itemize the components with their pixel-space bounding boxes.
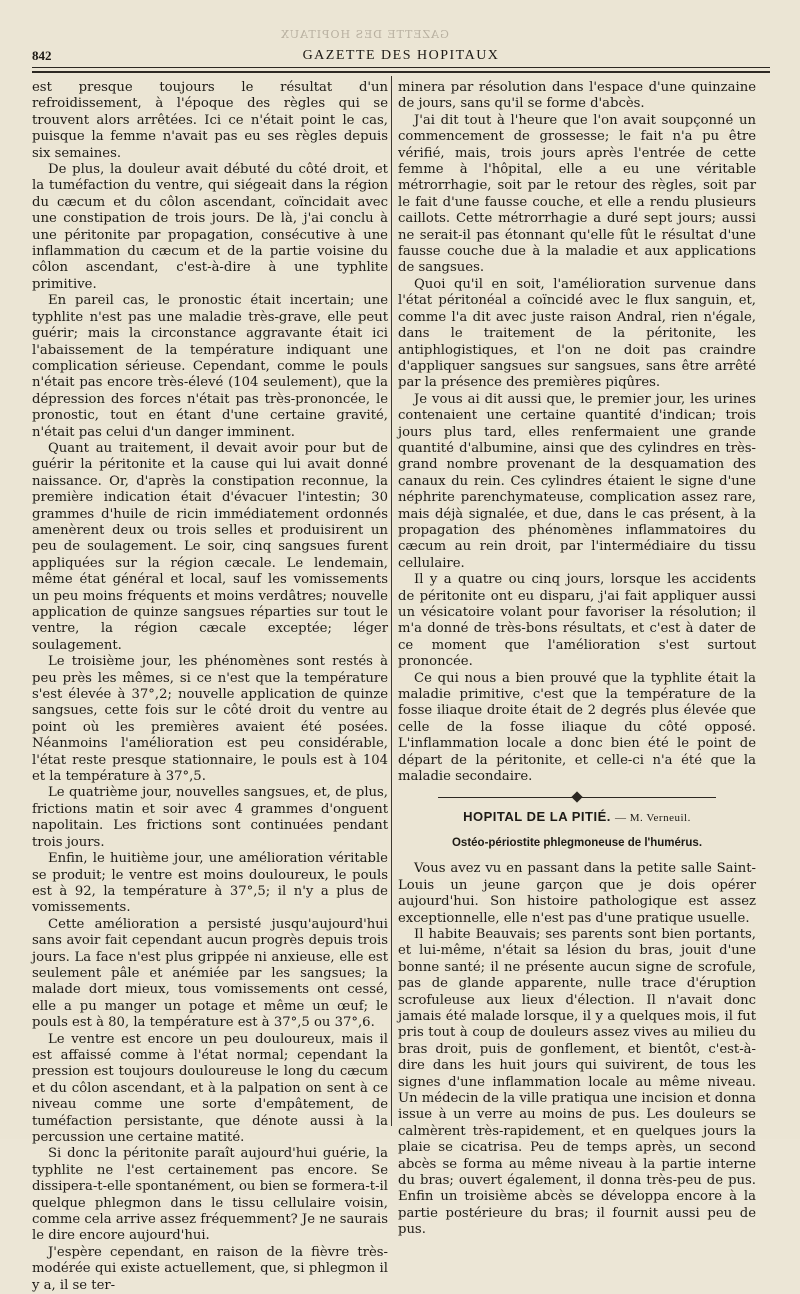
column-divider — [391, 76, 392, 1126]
paragraph: minera par résolution dans l'espace d'une quinzaine de jours, sans qu'il se forme d'abcès. — [398, 80, 756, 112]
paragraph: En pareil cas, le pronostic était incertain; une typhlite n'est pas une maladie très-grave, elle peut guérir; mais la circonstance aggravante était ici l'abaissement de la température indiquant une complication sérieuse. Cependant, comme le pouls n'était pas encore très-élevé (104 seulement), que la dépression des forces n'était pas très-prononcée, le pronostic, tout en étant d'une certaine gravité, n'était pas celui d'un danger imminent. — [32, 293, 388, 440]
paragraph: Enfin, le huitième jour, une amélioration véritable se produit; le ventre est moins douloureux, le pouls est à 92, la température à 37°,5; il n'y a plus de vomissements. — [32, 851, 388, 916]
paragraph: Il y a quatre ou cinq jours, lorsque les accidents de péritonite ont eu disparu, j'ai fait appliquer aussi un vésicatoire volant pour favoriser la résolution; il m'a donné de très-bons résultats, et c'est à dater de ce moment que l'amélioration s'est surtout prononcée. — [398, 572, 756, 670]
paragraph: Quant au traitement, il devait avoir pour but de guérir la péritonite et la cause qui lui avait donné naissance. Or, d'après la constipation reconnue, la première indication était d'évacuer l'intestin; 30 grammes d'huile de ricin immédiatement ordonnés amenèrent deux ou trois selles et produisirent un peu de soulagement. Le soir, cinq sangsues furent appliquées sur la région cæcale. Le lendemain, même état général et local, sauf les vomissements un peu moins fréquents et moins verdâtres; nouvelle application de quinze sangsues réparties sur tout le ventre, la région cæcale exceptée; léger soulagement. — [32, 440, 388, 653]
paragraph: Je vous ai dit aussi que, le premier jour, les urines contenaient une certaine quantité d'indican; trois jours plus tard, elles renfermaient une grande quantité d'albumine, ainsi que des cylindres en très-grand nombre provenant de la desquamation des canaux du rein. Ces cylindres étaient le signe d'une néphrite parenchymateuse, complication assez rare, mais déjà signalée, et due, dans le cas présent, à la propagation des phénomènes inflammatoires du cæcum au rein droit, par l'intermédiaire du tissu cellulaire. — [398, 391, 756, 571]
paragraph: J'ai dit tout à l'heure que l'on avait soupçonné un commencement de grossesse; le fait n'a pu être vérifié, mais, trois jours après l'entrée de cette femme à l'hôpital, elle a eu une véritable métrorrhagie, soit par le retour des règles, soit par le fait d'une fausse couche, et elle a rendu plusieurs caillots. Cette métrorrhagie a duré sept jours; aussi ne serait-il pas étonnant qu'elle fût le résultat d'une fausse couche due à la maladie et aux applications de sangsues. — [398, 112, 756, 276]
journal-title: GAZETTE DES HOPITAUX — [302, 48, 500, 63]
separator-ornament-icon — [571, 792, 582, 803]
paragraph: Vous avez vu en passant dans la petite salle Saint-Louis un jeune garçon que je dois opérer aujourd'hui. Son histoire pathologique est assez exceptionnelle, elle n'est pas d'une pratique usuelle. — [398, 861, 756, 926]
paragraph: De plus, la douleur avait débuté du côté droit, et la tuméfaction du ventre, qui siégeait dans la région du cæcum et du côlon ascendant, coïncidait avec une constipation de trois jours. De là, j'ai conclu à une péritonite par propagation, consécutive à une inflammation du cæcum et de la partie voisine du côlon ascendant, c'est-à-dire à une typhlite primitive. — [32, 162, 388, 292]
paragraph: J'espère cependant, en raison de la fièvre très-modérée qui existe actuellement, que, si phlegmon il y a, il se ter- — [32, 1244, 388, 1293]
paragraph: Ce qui nous a bien prouvé que la typhlite était la maladie primitive, c'est que la température de la fosse iliaque droite était de 2 degrés plus élevée que celle de la fosse iliaque du côté opposé. L'inflammation locale a donc bien été le point de départ de la péritonite, et celle-ci n'a été que la maladie secondaire. — [398, 670, 756, 785]
paragraph: Cette amélioration a persisté jusqu'aujourd'hui sans avoir fait cependant aucun progrès depuis trois jours. La face n'est plus grippée ni anxieuse, elle est seulement pâle et anémiée par les sangsues; la malade dort mieux, tous vomissements ont cessé, elle a pu manger un potage et même un œuf; le pouls est à 80, la température est à 37°,5 ou 37°,6. — [32, 916, 388, 1031]
paragraph: Si donc la péritonite paraît aujourd'hui guérie, la typhlite ne l'est certainement pas encore. Se dissipera-t-elle spontanément, ou bien se formera-t-il quelque phlegmon dans le tissu cellulaire voisin, comme cela arrive assez fréquemment? Je ne saurais le dire encore aujourd'hui. — [32, 1146, 388, 1244]
section-separator — [398, 791, 756, 805]
paragraph: Il habite Beauvais; ses parents sont bien portants, et lui-même, n'était sa lésion du bras, jouit d'une bonne santé; il ne présente aucun signe de scrofule, pas de glande apparente, nulle trace d'éruption scrofuleuse aux lieux d'élection. Il n'avait donc jamais été malade lorsque, il y a quelques mois, il fut pris tout à coup de douleurs assez vives au milieu du bras droit, puis de gonflement, et bientôt, c'est-à-dire dans les huit jours qui suivirent, de tous les signes d'une inflammation locale au même niveau. Un médecin de la ville pratiqua une incision et donna issue à un verre au moins de pus. Les douleurs se calmèrent très-rapidement, et en quelques jours la plaie se cicatrisa. Peu de temps après, un second abcès se forma au même niveau à la partie interne du bras; ouvert également, il donna très-peu de pus. Enfin un troisième abcès se développa encore à la partie postérieure du bras; il fournit aussi peu de pus. — [398, 926, 757, 1238]
paragraph: Le troisième jour, les phénomènes sont restés à peu près les mêmes, si ce n'est que la température s'est élevée à 37°,2; nouvelle application de quinze sangsues, cette fois sur le côté droit du ventre au point où les premières avaient été posées. Néanmoins l'amélioration est peu considérable, l'état reste presque stationnaire, le pouls est à 104 et la température à 37°,5. — [32, 654, 388, 785]
doctor-name: — M. Verneuil. — [614, 812, 691, 825]
page-header — [32, 46, 770, 66]
paragraph: Quoi qu'il en soit, l'amélioration survenue dans l'état péritonéal a coïncidé avec le flux sanguin, et, comme l'a dit avec juste raison Andral, rien n'égale, dans le traitement de la péritonite, les antiphlogistiques, et l'on ne doit pas craindre d'appliquer sangsues sur sangsues, sans être arrêté par la présence des premières piqûres. — [398, 276, 756, 391]
paragraph: Le quatrième jour, nouvelles sangsues, et, de plus, frictions matin et soir avec 4 grammes d'onguent napolitain. Les frictions sont continuées pendant trois jours. — [32, 785, 388, 850]
case-title: Ostéo-périostite phlegmoneuse de l'humérus. — [451, 836, 703, 849]
bleed-through-text: GAZETTE DES HOPITAUX — [280, 28, 449, 41]
hospital-name: HOPITAL DE LA PITIÉ. — [463, 809, 611, 825]
paragraph: est presque toujours le résultat d'un refroidissement, à l'époque des règles qui se trouvent alors arrêtées. Ici ce n'était point le cas, puisque la femme n'avait pas eu ses règles depuis six semaines. — [32, 80, 388, 161]
hospital-heading — [398, 809, 756, 826]
page-number: 842 — [32, 48, 52, 63]
header-rule — [32, 67, 770, 68]
header-rule-thick — [32, 71, 770, 73]
left-column — [32, 80, 388, 1294]
right-column — [398, 80, 756, 1239]
paragraph: Le ventre est encore un peu douloureux, mais il est affaissé comme à l'état normal; cependant la pression est toujours douloureuse le long du cæcum et du côlon ascendant, et à la palpation on sent à ce niveau comme une sorte d'empâtement, de tuméfaction persistante, que dénote aussi à la percussion une certaine matité. — [32, 1031, 388, 1145]
